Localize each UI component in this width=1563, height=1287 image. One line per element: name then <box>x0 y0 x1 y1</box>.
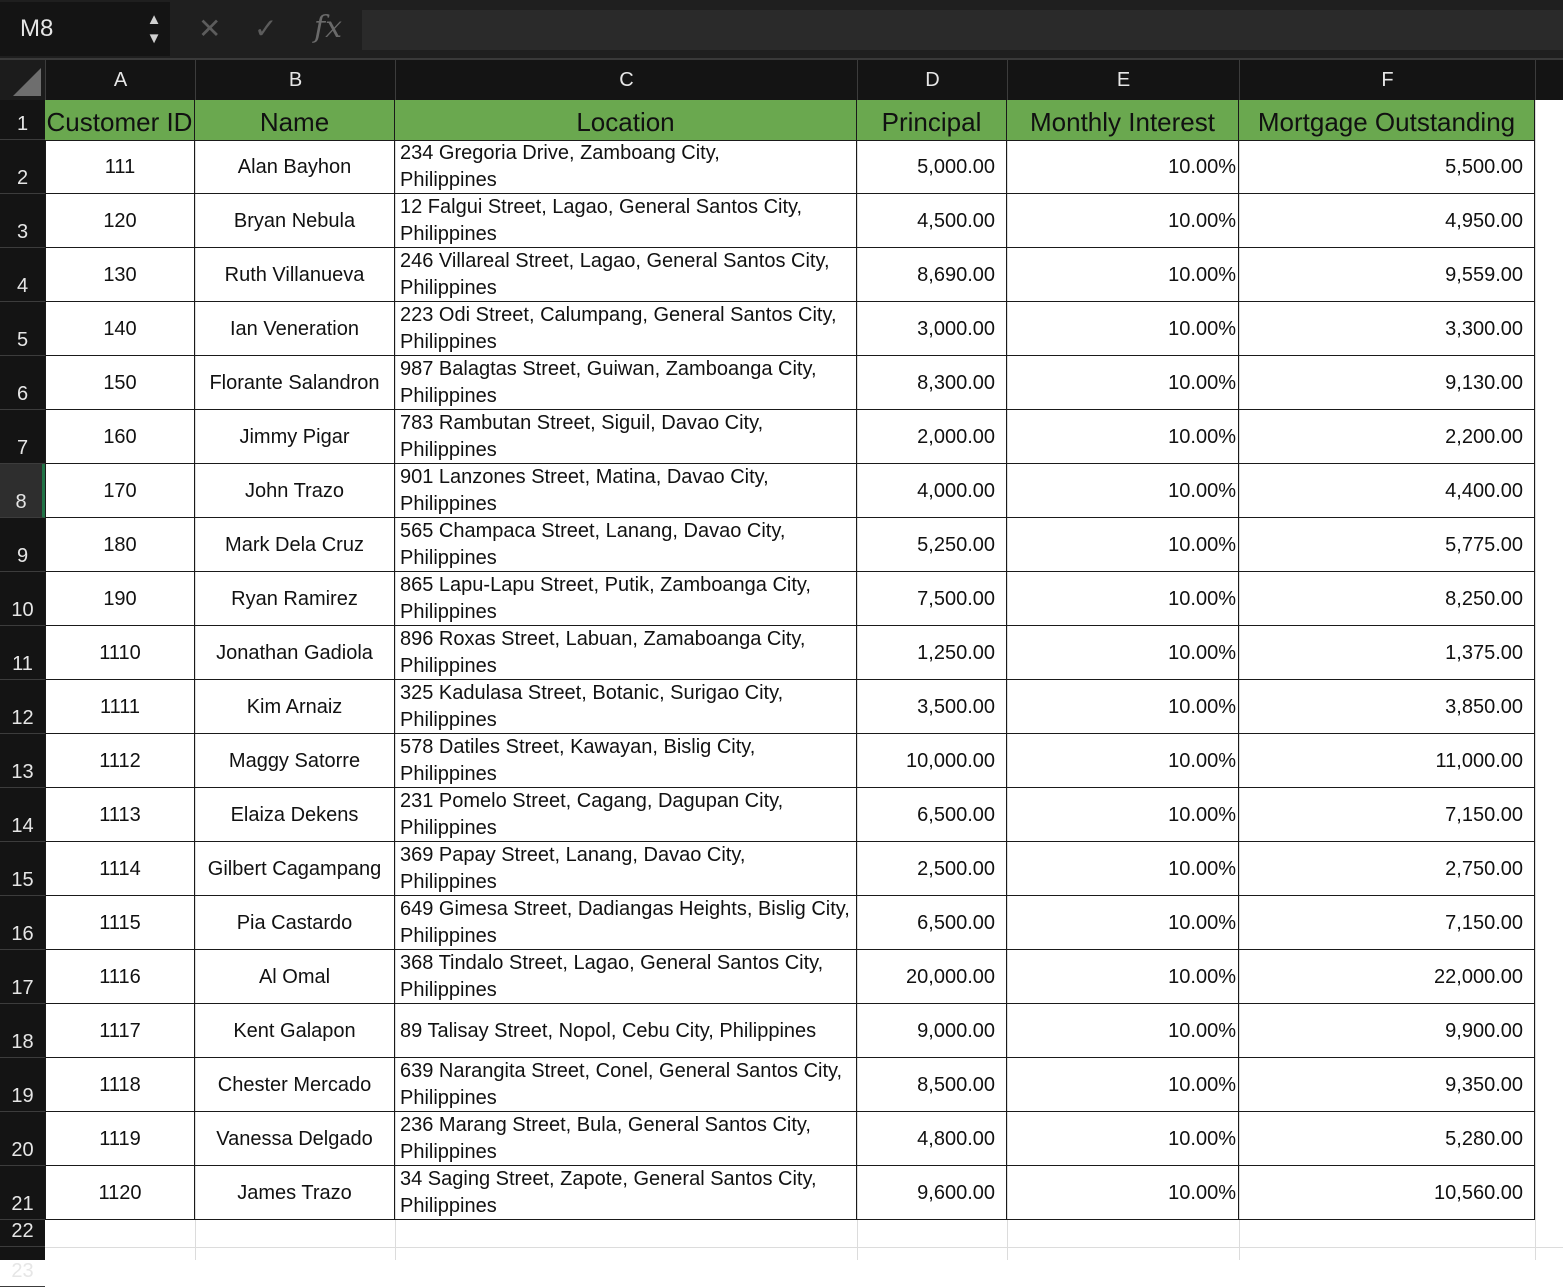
row-number: 10 <box>11 599 34 621</box>
location-line-1: 565 Champaca Street, Lanang, Davao City, <box>400 520 786 542</box>
row-header-4[interactable] <box>0 248 45 302</box>
customer-id-cell[interactable]: 1111 <box>45 680 195 734</box>
customer-id-cell[interactable]: 1114 <box>45 842 195 896</box>
customer-id-cell[interactable]: 1115 <box>45 896 195 950</box>
location-line-2: Philippines <box>400 223 497 245</box>
monthly-interest-cell[interactable]: 10.00% <box>1007 896 1239 950</box>
customer-id-cell[interactable]: 1120 <box>45 1166 195 1220</box>
principal-cell[interactable]: 4,000.00 <box>857 464 1007 518</box>
row-number: 5 <box>16 329 29 351</box>
customer-id-cell[interactable]: 1116 <box>45 950 195 1004</box>
header-location[interactable]: Location <box>395 100 857 140</box>
location-line-1: 896 Roxas Street, Labuan, Zamaboanga City, <box>400 628 806 650</box>
select-all-triangle-icon <box>13 68 41 96</box>
monthly-interest-cell[interactable]: 10.00% <box>1007 302 1239 356</box>
monthly-interest-cell[interactable]: 10.00% <box>1007 626 1239 680</box>
name-cell[interactable]: Maggy Satorre <box>195 734 395 788</box>
header-mortgage-outstanding[interactable]: Mortgage Outstanding <box>1239 100 1535 140</box>
location-line-1: 783 Rambutan Street, Siguil, Davao City, <box>400 412 764 434</box>
mortgage-outstanding-cell[interactable]: 22,000.00 <box>1239 950 1535 1004</box>
monthly-interest-cell[interactable]: 10.00% <box>1007 194 1239 248</box>
column-header-d[interactable]: D <box>857 60 1007 100</box>
table-row <box>45 1058 1535 1112</box>
name-cell[interactable]: Ryan Ramirez <box>195 572 395 626</box>
row-header-2[interactable] <box>0 140 45 194</box>
principal-cell[interactable]: 10,000.00 <box>857 734 1007 788</box>
row-number: 6 <box>16 383 29 405</box>
table-row <box>45 1004 1535 1058</box>
location-line-2: Philippines <box>400 547 497 569</box>
customer-id-cell[interactable]: 180 <box>45 518 195 572</box>
row-number: 23 <box>11 1260 34 1282</box>
location-line-1: 236 Marang Street, Bula, General Santos City, <box>400 1114 811 1136</box>
principal-cell[interactable]: 2,500.00 <box>857 842 1007 896</box>
table-row <box>45 842 1535 896</box>
location-line-2: Philippines <box>400 493 497 515</box>
customer-id-cell[interactable]: 1117 <box>45 1004 195 1058</box>
location-line-1: 89 Talisay Street, Nopol, Cebu City, Philippines <box>400 1020 817 1042</box>
name-box[interactable] <box>0 2 170 56</box>
location-line-2: Philippines <box>400 979 497 1001</box>
monthly-interest-cell[interactable]: 10.00% <box>1007 464 1239 518</box>
monthly-interest-cell[interactable]: 10.00% <box>1007 572 1239 626</box>
column-header-b[interactable]: B <box>195 60 395 100</box>
location-line-1: 231 Pomelo Street, Cagang, Dagupan City, <box>400 790 784 812</box>
location-line-1: 649 Gimesa Street, Dadiangas Heights, Bislig City, <box>400 898 850 920</box>
row-header-11[interactable] <box>0 626 45 680</box>
monthly-interest-cell[interactable]: 10.00% <box>1007 140 1239 194</box>
mortgage-outstanding-cell[interactable]: 4,950.00 <box>1239 194 1535 248</box>
table-row <box>45 302 1535 356</box>
mortgage-outstanding-cell[interactable]: 5,500.00 <box>1239 140 1535 194</box>
location-line-2: Philippines <box>400 169 497 191</box>
row-header-8[interactable] <box>0 464 45 518</box>
header-monthly-interest[interactable]: Monthly Interest <box>1007 100 1239 140</box>
monthly-interest-cell[interactable]: 10.00% <box>1007 1058 1239 1112</box>
monthly-interest-cell[interactable]: 10.00% <box>1007 734 1239 788</box>
principal-cell[interactable]: 8,690.00 <box>857 248 1007 302</box>
location-line-2: Philippines <box>400 385 497 407</box>
location-line-2: Philippines <box>400 277 497 299</box>
name-cell[interactable]: Kent Galapon <box>195 1004 395 1058</box>
row-number: 3 <box>16 221 29 243</box>
name-cell[interactable]: Bryan Nebula <box>195 194 395 248</box>
location-cell[interactable] <box>395 410 857 464</box>
row-number: 16 <box>11 923 34 945</box>
customer-id-cell[interactable]: 150 <box>45 356 195 410</box>
customer-id-cell[interactable]: 140 <box>45 302 195 356</box>
name-cell[interactable]: Jimmy Pigar <box>195 410 395 464</box>
row-number: 7 <box>16 437 29 459</box>
row-header-13[interactable] <box>0 734 45 788</box>
table-row <box>45 680 1535 734</box>
mortgage-outstanding-cell[interactable]: 5,775.00 <box>1239 518 1535 572</box>
row-header-9[interactable] <box>0 518 45 572</box>
location-line-1: 234 Gregoria Drive, Zamboang City, <box>400 142 720 164</box>
name-cell[interactable]: Elaiza Dekens <box>195 788 395 842</box>
principal-cell[interactable]: 2,000.00 <box>857 410 1007 464</box>
row-number: 11 <box>12 653 33 675</box>
row-number: 8 <box>15 491 27 513</box>
monthly-interest-cell[interactable]: 10.00% <box>1007 950 1239 1004</box>
spreadsheet-grid[interactable] <box>45 100 1563 1260</box>
row-number: 17 <box>11 977 34 999</box>
principal-cell[interactable]: 8,500.00 <box>857 1058 1007 1112</box>
location-cell[interactable] <box>395 1058 857 1112</box>
row-number: 9 <box>16 545 29 567</box>
row-number: 4 <box>16 275 29 297</box>
location-cell[interactable] <box>395 950 857 1004</box>
location-line-2: Philippines <box>400 1087 497 1109</box>
customer-id-cell[interactable]: 1110 <box>45 626 195 680</box>
mortgage-outstanding-cell[interactable]: 9,350.00 <box>1239 1058 1535 1112</box>
table-row <box>45 410 1535 464</box>
customer-id-cell[interactable]: 160 <box>45 410 195 464</box>
row-header-20[interactable] <box>0 1112 45 1166</box>
name-cell[interactable]: Pia Castardo <box>195 896 395 950</box>
mortgage-outstanding-cell[interactable]: 9,559.00 <box>1239 248 1535 302</box>
location-line-2: Philippines <box>400 763 497 785</box>
name-cell[interactable]: Alan Bayhon <box>195 140 395 194</box>
mortgage-outstanding-cell[interactable]: 1,375.00 <box>1239 626 1535 680</box>
principal-cell[interactable]: 9,000.00 <box>857 1004 1007 1058</box>
principal-cell[interactable]: 3,500.00 <box>857 680 1007 734</box>
principal-cell[interactable]: 4,800.00 <box>857 1112 1007 1166</box>
location-cell[interactable] <box>395 842 857 896</box>
name-cell[interactable]: John Trazo <box>195 464 395 518</box>
table-row <box>45 1166 1535 1220</box>
location-cell[interactable] <box>395 194 857 248</box>
row-number: 19 <box>11 1085 34 1107</box>
location-line-2: Philippines <box>400 1195 497 1217</box>
column-header-strip <box>0 60 1563 100</box>
monthly-interest-cell[interactable]: 10.00% <box>1007 788 1239 842</box>
mortgage-outstanding-cell[interactable]: 9,130.00 <box>1239 356 1535 410</box>
row-number: 12 <box>11 707 34 729</box>
location-cell[interactable] <box>395 248 857 302</box>
location-line-2: Philippines <box>400 601 497 623</box>
name-cell[interactable]: Gilbert Cagampang <box>195 842 395 896</box>
row-number: 22 <box>11 1220 34 1242</box>
name-box-value: M8 <box>20 15 54 42</box>
mortgage-outstanding-cell[interactable]: 11,000.00 <box>1239 734 1535 788</box>
location-line-2: Philippines <box>400 871 497 893</box>
customer-id-cell[interactable]: 130 <box>45 248 195 302</box>
principal-cell[interactable]: 4,500.00 <box>857 194 1007 248</box>
table-row <box>45 464 1535 518</box>
row-header-3[interactable] <box>0 194 45 248</box>
monthly-interest-cell[interactable]: 10.00% <box>1007 1166 1239 1220</box>
principal-cell[interactable]: 6,500.00 <box>857 788 1007 842</box>
location-cell[interactable] <box>395 1112 857 1166</box>
monthly-interest-cell[interactable]: 10.00% <box>1007 248 1239 302</box>
location-line-1: 865 Lapu-Lapu Street, Putik, Zamboanga City, <box>400 574 811 596</box>
mortgage-outstanding-cell[interactable]: 2,750.00 <box>1239 842 1535 896</box>
monthly-interest-cell[interactable]: 10.00% <box>1007 410 1239 464</box>
location-line-1: 639 Narangita Street, Conel, General Santos City, <box>400 1060 843 1082</box>
principal-cell[interactable]: 5,250.00 <box>857 518 1007 572</box>
monthly-interest-cell[interactable]: 10.00% <box>1007 1004 1239 1058</box>
location-cell[interactable] <box>395 1004 857 1058</box>
mortgage-outstanding-cell[interactable]: 5,280.00 <box>1239 1112 1535 1166</box>
table-row <box>45 140 1535 194</box>
row-number: 13 <box>11 761 34 783</box>
principal-cell[interactable]: 5,000.00 <box>857 140 1007 194</box>
name-cell[interactable]: Al Omal <box>195 950 395 1004</box>
confirm-icon[interactable]: ✓ <box>254 13 278 44</box>
row-number: 2 <box>16 167 29 189</box>
location-cell[interactable] <box>395 626 857 680</box>
mortgage-outstanding-cell[interactable]: 7,150.00 <box>1239 896 1535 950</box>
gridline <box>1535 100 1536 1260</box>
location-line-2: Philippines <box>400 439 497 461</box>
mortgage-outstanding-cell[interactable]: 2,200.00 <box>1239 410 1535 464</box>
location-cell[interactable] <box>395 140 857 194</box>
location-cell[interactable] <box>395 734 857 788</box>
row-header-19[interactable] <box>0 1058 45 1112</box>
row-number: 14 <box>11 815 34 837</box>
customer-id-cell[interactable]: 1118 <box>45 1058 195 1112</box>
table-row <box>45 194 1535 248</box>
location-cell[interactable] <box>395 302 857 356</box>
table-row <box>45 950 1535 1004</box>
table-row <box>45 788 1535 842</box>
name-cell[interactable]: Chester Mercado <box>195 1058 395 1112</box>
table-row <box>45 248 1535 302</box>
location-line-2: Philippines <box>400 817 497 839</box>
table-row <box>45 734 1535 788</box>
column-header-g[interactable] <box>1535 60 1563 100</box>
row-header-22[interactable] <box>0 1220 45 1247</box>
principal-cell[interactable]: 20,000.00 <box>857 950 1007 1004</box>
row-number: 15 <box>11 869 34 891</box>
mortgage-outstanding-cell[interactable]: 8,250.00 <box>1239 572 1535 626</box>
row-number: 20 <box>11 1139 34 1161</box>
location-cell[interactable] <box>395 518 857 572</box>
location-cell[interactable] <box>395 464 857 518</box>
row-header-7[interactable] <box>0 410 45 464</box>
principal-cell[interactable]: 1,250.00 <box>857 626 1007 680</box>
name-cell[interactable]: James Trazo <box>195 1166 395 1220</box>
table-row <box>45 1112 1535 1166</box>
table-header-row <box>45 100 1535 140</box>
header-name[interactable]: Name <box>195 100 395 140</box>
name-cell[interactable]: Kim Arnaiz <box>195 680 395 734</box>
mortgage-outstanding-cell[interactable]: 4,400.00 <box>1239 464 1535 518</box>
location-line-2: Philippines <box>400 655 497 677</box>
customer-id-cell[interactable]: 1112 <box>45 734 195 788</box>
row-header-1[interactable] <box>0 100 45 140</box>
row-header-21[interactable] <box>0 1166 45 1220</box>
row-header-15[interactable] <box>0 842 45 896</box>
principal-cell[interactable]: 6,500.00 <box>857 896 1007 950</box>
location-cell[interactable] <box>395 680 857 734</box>
customer-id-cell[interactable]: 1119 <box>45 1112 195 1166</box>
monthly-interest-cell[interactable]: 10.00% <box>1007 1112 1239 1166</box>
table-row <box>45 626 1535 680</box>
customer-id-cell[interactable]: 120 <box>45 194 195 248</box>
column-header-a[interactable]: A <box>45 60 195 100</box>
row-header-16[interactable] <box>0 896 45 950</box>
location-line-2: Philippines <box>400 331 497 353</box>
name-cell[interactable]: Ruth Villanueva <box>195 248 395 302</box>
row-header-12[interactable] <box>0 680 45 734</box>
table-row <box>45 896 1535 950</box>
location-line-1: 901 Lanzones Street, Matina, Davao City, <box>400 466 769 488</box>
row-header-23[interactable] <box>0 1247 45 1287</box>
insert-function-icon[interactable]: fx <box>314 10 343 45</box>
location-line-1: 12 Falgui Street, Lagao, General Santos City, <box>400 196 803 218</box>
location-line-1: 987 Balagtas Street, Guiwan, Zamboanga City, <box>400 358 817 380</box>
monthly-interest-cell[interactable]: 10.00% <box>1007 518 1239 572</box>
location-line-1: 223 Odi Street, Calumpang, General Santos City, <box>400 304 837 326</box>
principal-cell[interactable]: 3,000.00 <box>857 302 1007 356</box>
column-header-c[interactable]: C <box>395 60 857 100</box>
location-line-1: 578 Datiles Street, Kawayan, Bislig City, <box>400 736 756 758</box>
row-header-18[interactable] <box>0 1004 45 1058</box>
customer-id-cell[interactable]: 111 <box>45 140 195 194</box>
customer-id-cell[interactable]: 170 <box>45 464 195 518</box>
mortgage-outstanding-cell[interactable]: 3,300.00 <box>1239 302 1535 356</box>
monthly-interest-cell[interactable]: 10.00% <box>1007 356 1239 410</box>
mortgage-outstanding-cell[interactable]: 7,150.00 <box>1239 788 1535 842</box>
location-line-1: 368 Tindalo Street, Lagao, General Santos City, <box>400 952 824 974</box>
name-cell[interactable]: Mark Dela Cruz <box>195 518 395 572</box>
principal-cell[interactable]: 7,500.00 <box>857 572 1007 626</box>
row-header-strip <box>0 100 45 1282</box>
customer-id-cell[interactable]: 190 <box>45 572 195 626</box>
row-header-5[interactable] <box>0 302 45 356</box>
mortgage-outstanding-cell[interactable]: 3,850.00 <box>1239 680 1535 734</box>
gridline <box>45 1247 1563 1248</box>
cancel-icon[interactable]: ✕ <box>198 13 222 44</box>
mortgage-outstanding-cell[interactable]: 10,560.00 <box>1239 1166 1535 1220</box>
name-cell[interactable]: Florante Salandron <box>195 356 395 410</box>
location-line-2: Philippines <box>400 709 497 731</box>
monthly-interest-cell[interactable]: 10.00% <box>1007 842 1239 896</box>
name-cell[interactable]: Jonathan Gadiola <box>195 626 395 680</box>
row-number: 1 <box>16 113 29 135</box>
row-header-14[interactable] <box>0 788 45 842</box>
location-line-1: 369 Papay Street, Lanang, Davao City, <box>400 844 746 866</box>
table-row <box>45 518 1535 572</box>
row-number: 18 <box>11 1031 34 1053</box>
location-cell[interactable] <box>395 788 857 842</box>
location-line-1: 246 Villareal Street, Lagao, General Santos City, <box>400 250 830 272</box>
principal-cell[interactable]: 8,300.00 <box>857 356 1007 410</box>
location-cell[interactable] <box>395 1166 857 1220</box>
header-customer-id[interactable]: Customer ID <box>45 100 195 140</box>
table-row <box>45 356 1535 410</box>
location-line-1: 325 Kadulasa Street, Botanic, Surigao City, <box>400 682 784 704</box>
principal-cell[interactable]: 9,600.00 <box>857 1166 1007 1220</box>
row-number: 21 <box>11 1193 34 1215</box>
monthly-interest-cell[interactable]: 10.00% <box>1007 680 1239 734</box>
location-line-1: 34 Saging Street, Zapote, General Santos City, <box>400 1168 817 1190</box>
row-header-10[interactable] <box>0 572 45 626</box>
location-line-2: Philippines <box>400 1141 497 1163</box>
header-principal[interactable]: Principal <box>857 100 1007 140</box>
location-cell[interactable] <box>395 896 857 950</box>
select-all-button[interactable] <box>0 60 45 100</box>
row-header-6[interactable] <box>0 356 45 410</box>
name-box-stepper-icon[interactable]: ▲ ▼ <box>146 11 162 47</box>
location-cell[interactable] <box>395 572 857 626</box>
location-line-2: Philippines <box>400 925 497 947</box>
mortgage-outstanding-cell[interactable]: 9,900.00 <box>1239 1004 1535 1058</box>
formula-bar <box>0 0 1563 60</box>
location-cell[interactable] <box>395 356 857 410</box>
row-header-17[interactable] <box>0 950 45 1004</box>
name-cell[interactable]: Vanessa Delgado <box>195 1112 395 1166</box>
column-header-f[interactable]: F <box>1239 60 1535 100</box>
table-row <box>45 572 1535 626</box>
column-header-e[interactable]: E <box>1007 60 1239 100</box>
formula-input[interactable] <box>362 10 1563 50</box>
name-cell[interactable]: Ian Veneration <box>195 302 395 356</box>
customer-id-cell[interactable]: 1113 <box>45 788 195 842</box>
